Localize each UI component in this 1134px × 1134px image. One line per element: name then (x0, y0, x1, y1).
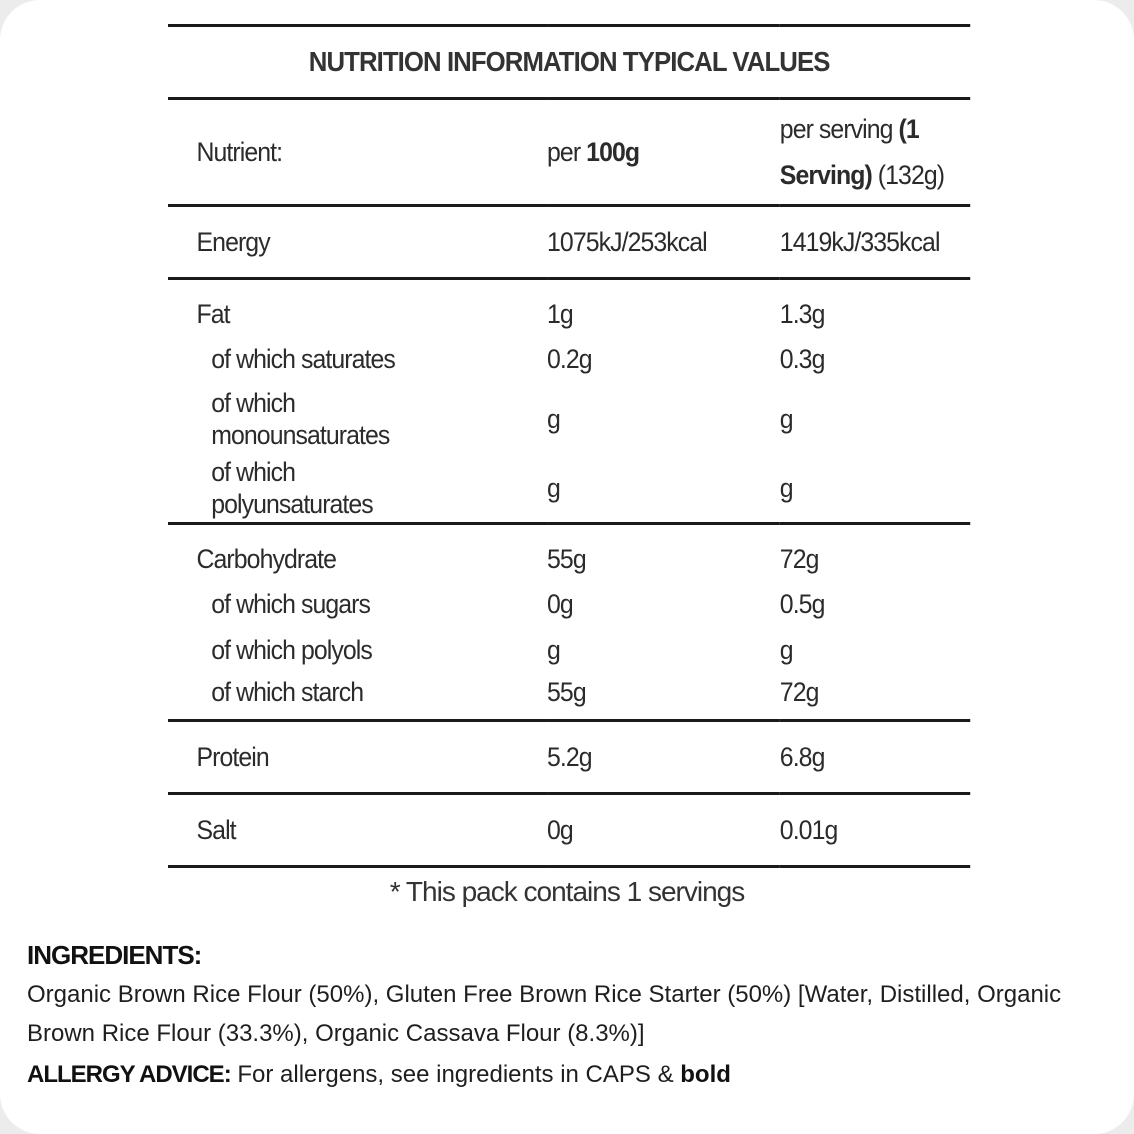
row-label: Energy (168, 206, 547, 279)
row-label: of which starch (168, 671, 547, 721)
nutrition-table (168, 24, 970, 868)
row-per100: 0g (547, 794, 780, 867)
row-label-line2: monounsaturates (211, 419, 390, 450)
row-label: Protein (168, 721, 547, 794)
table-row-monounsaturates (168, 384, 970, 453)
table-row-carbohydrate (168, 524, 970, 580)
row-per100: 55g (547, 543, 586, 574)
row-per100: g (547, 403, 560, 434)
row-per100: 1g (547, 298, 573, 329)
allergy-advice-text: For allergens, see ingredients in CAPS & (230, 1061, 681, 1088)
row-per100: 5.2g (547, 721, 780, 794)
row-label (168, 453, 547, 524)
row-label-line1: of which (211, 387, 296, 418)
table-row-protein (168, 721, 970, 794)
row-serving: 72g (780, 671, 970, 721)
row-serving: 0.3g (779, 343, 825, 374)
table-row-saturates (168, 334, 970, 384)
nutrient-column-header: Nutrient: (168, 99, 547, 206)
ingredients-heading: INGREDIENTS: (27, 940, 202, 970)
row-serving: g (780, 453, 970, 524)
row-serving: 0.01g (780, 794, 970, 867)
row-serving: 6.8g (780, 721, 970, 794)
table-row-polyols (168, 629, 970, 671)
row-serving: g (779, 403, 793, 434)
table-header-row (168, 99, 970, 206)
row-per100: 1075kJ/253kcal (547, 206, 780, 279)
row-label: Carbohydrate (196, 543, 337, 574)
row-label: of which polyols (211, 634, 372, 665)
serving-suffix: (132g) (871, 160, 945, 190)
allergy-advice-bold: bold (680, 1061, 731, 1088)
row-per100: 0g (547, 588, 573, 619)
row-serving: 72g (779, 543, 819, 574)
row-label: of which saturates (211, 343, 395, 374)
table-row-energy (168, 206, 970, 279)
table-row-sugars (168, 579, 970, 629)
row-per100: g (547, 634, 560, 665)
table-row-starch (168, 671, 970, 721)
row-per100: 0.2g (547, 343, 592, 374)
row-label-line2: polyunsaturates (211, 488, 373, 519)
table-row-polyunsaturates (168, 453, 970, 524)
row-serving: 1419kJ/335kcal (780, 206, 970, 279)
table-row-salt (168, 794, 970, 867)
row-serving: 0.5g (779, 588, 825, 619)
table-title: NUTRITION INFORMATION TYPICAL VALUES (168, 26, 970, 99)
row-serving: 1.3g (779, 298, 825, 329)
ingredients-section (27, 936, 1117, 1094)
row-per100: 55g (547, 671, 780, 721)
row-label: Fat (196, 298, 230, 329)
row-label (168, 384, 547, 453)
table-row-fat (168, 279, 970, 335)
servings-footnote: * This pack contains 1 servings (389, 876, 745, 907)
ingredients-text: Organic Brown Rice Flour (50%), Gluten Free Brown Rice Starter (50%) [Water, Distilled, Organic Brown Rice Flour (33.3%), Organic Cassava Flour (8.3%)] (27, 981, 1062, 1047)
per-serving-column-header (780, 99, 970, 206)
serving-prefix: per serving (779, 114, 899, 144)
per-100g-column-header (547, 99, 780, 206)
per-100g-bold: 100g (586, 137, 640, 167)
row-label: of which sugars (211, 588, 371, 619)
row-label-line1: of which (211, 456, 296, 487)
allergy-advice-label: ALLERGY ADVICE: (27, 1061, 231, 1088)
row-per100: g (547, 453, 780, 524)
row-serving: g (779, 634, 793, 665)
allergy-advice (27, 1055, 1117, 1094)
row-label: Salt (168, 794, 547, 867)
per-100g-prefix: per (547, 137, 587, 167)
serving-bold-2: Serving) (779, 160, 872, 190)
serving-bold-1: (1 (898, 114, 919, 144)
